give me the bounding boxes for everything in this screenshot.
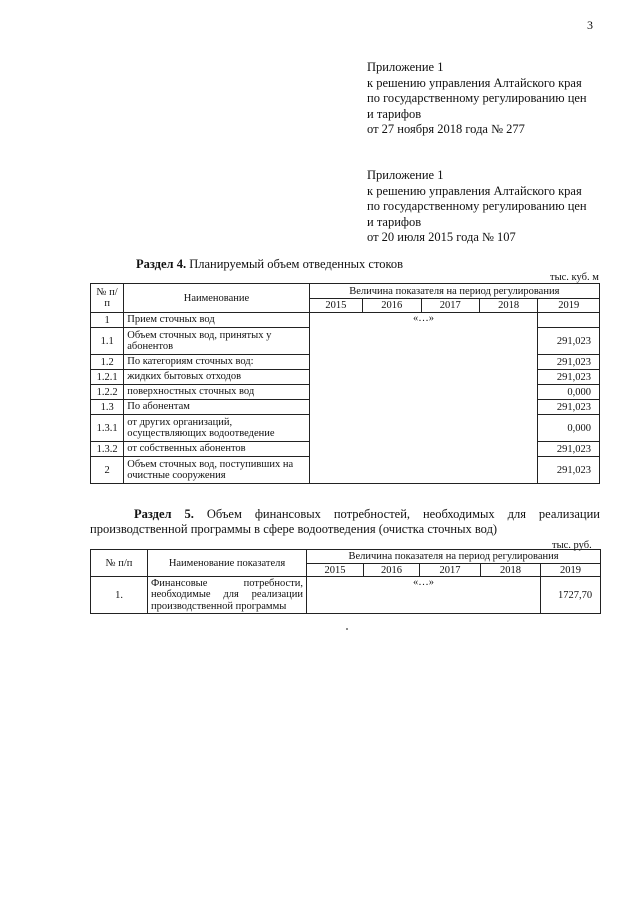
row-value: 291,023 [538,457,600,484]
row-name: Объем сточных вод, принятых у абонентов [124,328,309,355]
appendix-line: и тарифов [367,214,422,229]
appendix-previous [367,168,587,246]
row-num: 1.3.1 [91,415,124,442]
section4-label: Раздел 4. [136,257,187,271]
row-num: 1.3.2 [91,442,124,457]
row-value: 0,000 [538,385,600,400]
header-year: 2016 [363,299,421,313]
row-value: 291,023 [538,355,600,370]
appendix-current [367,60,587,138]
row-name: жидких бытовых отходов [124,370,309,385]
row-num: 1.2.2 [91,385,124,400]
section4-title: Планируемый объем отведенных стоков [189,257,404,271]
table-row [91,577,601,614]
header-period: Величина показателя на период регулирования [307,550,601,564]
appendix-line: по государственному регулированию цен [367,199,587,214]
omitted-values: «…» [309,313,538,484]
header-year: 2015 [309,299,362,313]
row-name: Прием сточных вод [124,313,309,328]
appendix-line: от 20 июля 2015 года № 107 [367,230,516,245]
row-name: от собственных абонентов [124,442,309,457]
row-name: поверхностных сточных вод [124,385,309,400]
row-num: 1.1 [91,328,124,355]
header-num: № п/п [91,550,148,577]
header-year: 2019 [541,564,601,577]
page-number: 3 [587,18,593,32]
section4-table [90,283,600,484]
appendix-line: от 27 ноября 2018 года № 277 [367,122,525,137]
section5-heading [90,507,600,537]
table-row [91,313,600,328]
appendix-line: по государственному регулированию цен [367,91,587,106]
row-name: По абонентам [124,400,309,415]
row-value [538,313,600,328]
row-num: 1 [91,313,124,328]
row-name: от других организаций, осуществляющих водоотведение [124,415,309,442]
header-year: 2018 [479,299,537,313]
row-value: 1727,70 [541,577,601,614]
appendix-line: и тарифов [367,106,422,121]
row-num: 1.2 [91,355,124,370]
row-num: 1. [91,577,148,614]
row-value: 291,023 [538,370,600,385]
header-year: 2015 [307,564,364,577]
header-period: Величина показателя на период регулирования [309,284,599,299]
row-name: По категориям сточных вод: [124,355,309,370]
row-name: Объем сточных вод, поступивших на очистные сооружения [124,457,309,484]
appendix-line: Приложение 1 [367,60,444,74]
row-name: Финансовые потребности, необходимые для реализации производственной программы [148,577,307,614]
row-value: 0,000 [538,415,600,442]
header-year: 2018 [481,564,541,577]
section5-unit: тыс. руб. [552,540,592,551]
header-year: 2019 [538,299,600,313]
header-name: Наименование показателя [148,550,307,577]
section5-table [90,549,601,614]
appendix-line: к решению управления Алтайского края [367,183,582,198]
row-num: 1.3 [91,400,124,415]
section4-heading [136,257,403,272]
omitted-values: «…» [307,577,541,614]
header-year: 2017 [420,564,481,577]
scan-speck [346,628,348,630]
section5-label: Раздел 5. [134,507,194,521]
header-year: 2017 [421,299,479,313]
header-name: Наименование [124,284,309,313]
appendix-line: Приложение 1 [367,168,444,182]
row-value: 291,023 [538,400,600,415]
appendix-line: к решению управления Алтайского края [367,75,582,90]
header-year: 2016 [364,564,420,577]
row-value: 291,023 [538,328,600,355]
section5-title: Объем финансовых потребностей, необходимых для реализации производственной программы в сфере водоотведения (очистка сточных вод) [90,507,600,536]
section4-unit: тыс. куб. м [550,272,599,283]
row-value: 291,023 [538,442,600,457]
header-num: № п/п [91,284,124,313]
row-num: 1.2.1 [91,370,124,385]
row-num: 2 [91,457,124,484]
